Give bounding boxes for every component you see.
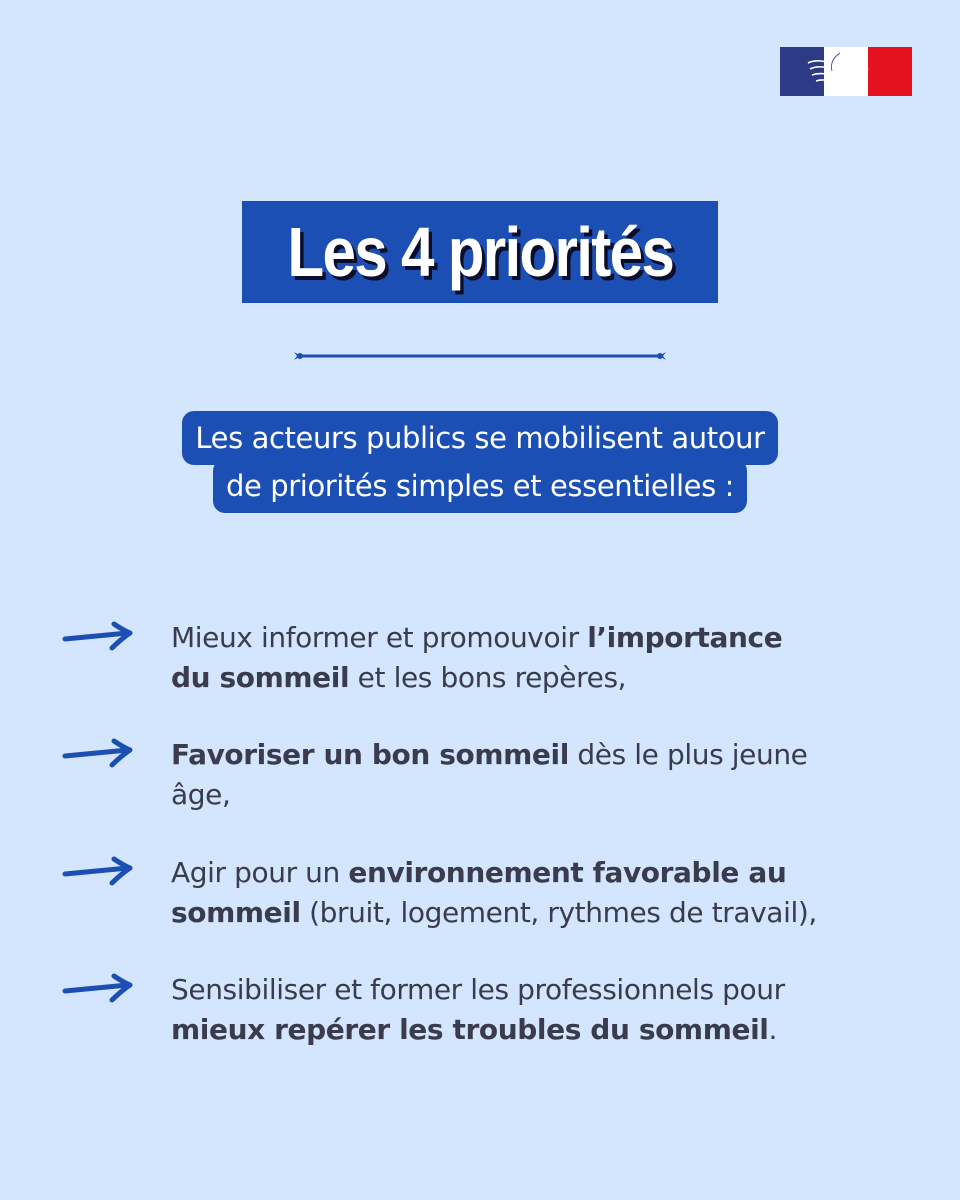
arrow-icon [62, 738, 136, 770]
priority-text: Sensibiliser et former les professionnels pour mieux repérer les troubles du sommeil. [171, 973, 785, 1046]
priority-text: Mieux informer et promouvoir l’importance du sommeil et les bons repères, [171, 621, 783, 694]
priority-text: Favoriser un bon sommeil dès le plus jeune âge, [171, 738, 808, 811]
intro-line-1: Les acteurs publics se mobilisent autour [182, 411, 777, 465]
arrow-icon [62, 621, 136, 653]
arrow-icon [62, 973, 136, 1005]
arrow-icon [62, 856, 136, 888]
priority-text: Agir pour un environnement favorable au sommeil (bruit, logement, rythmes de travail), [171, 856, 817, 929]
page-title: Les 4 priorités [287, 213, 673, 291]
intro-line-2: de priorités simples et essentielles : [213, 459, 747, 513]
